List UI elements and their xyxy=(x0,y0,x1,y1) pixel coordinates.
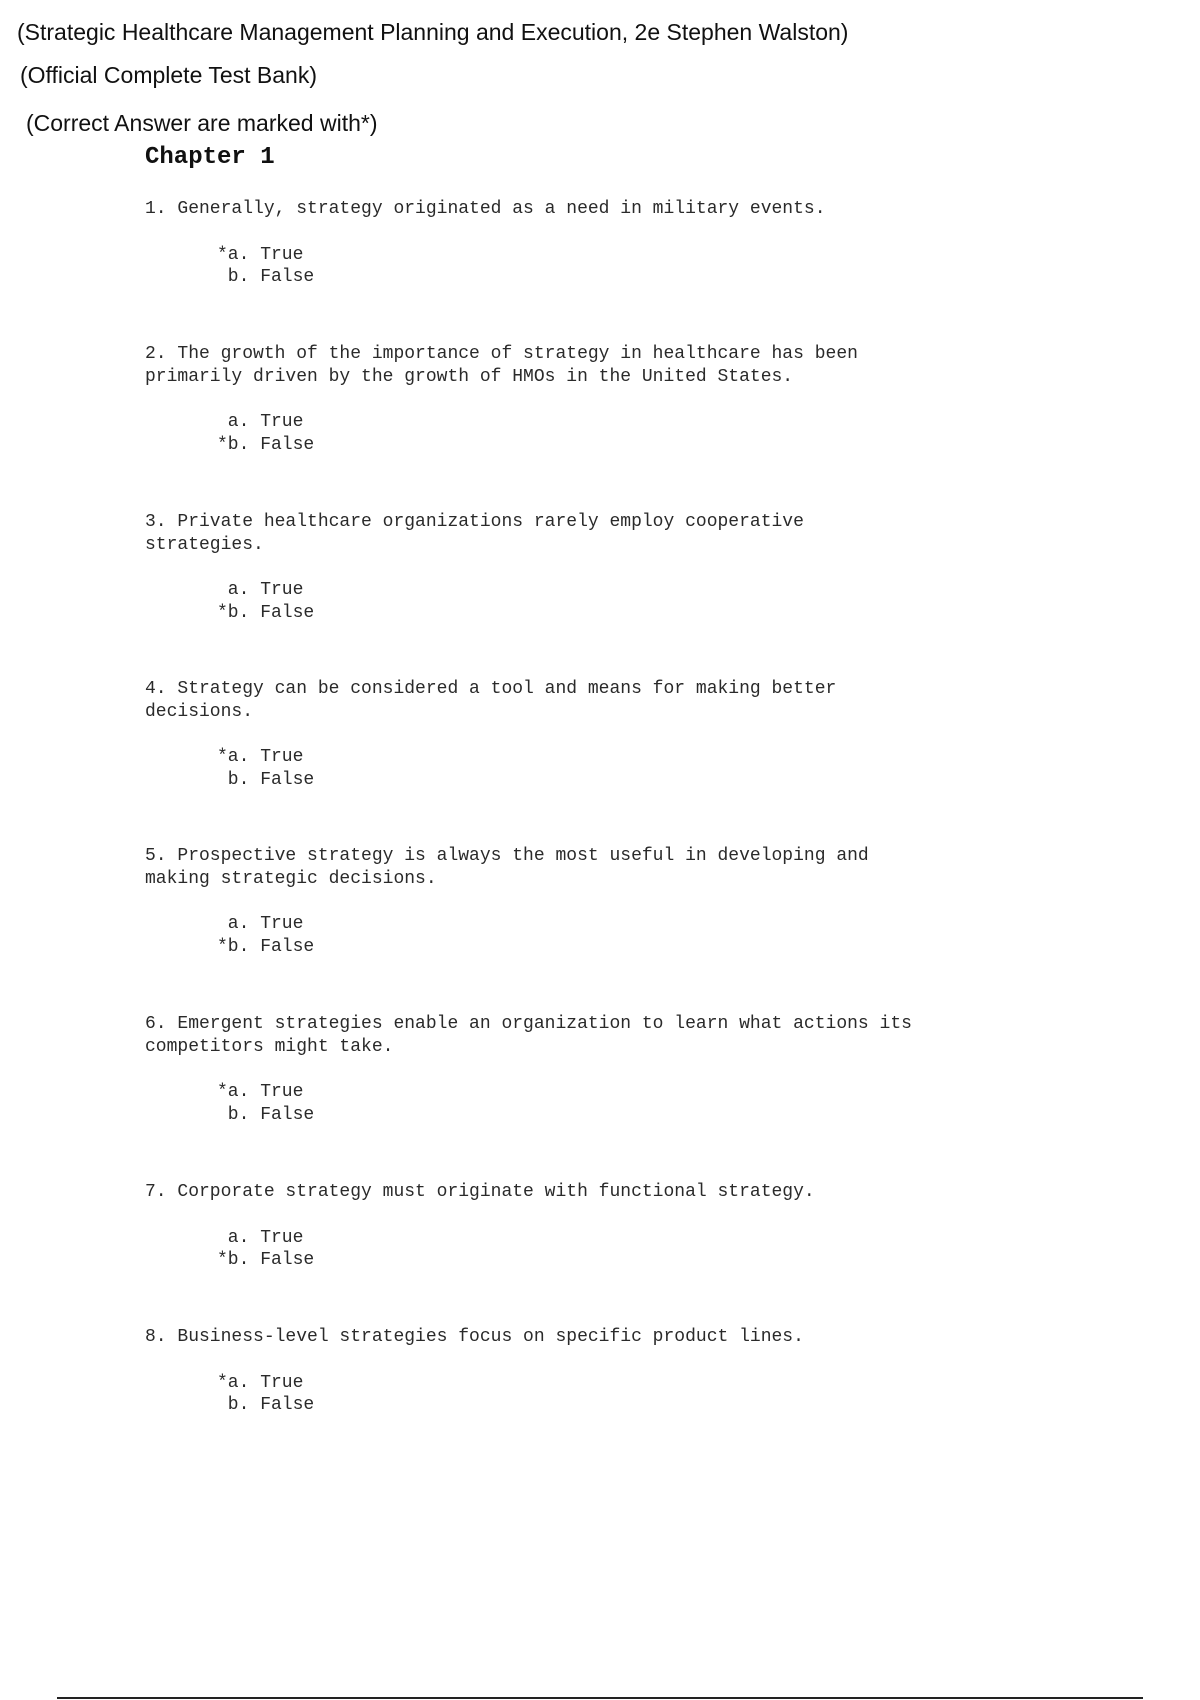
option-b: b. False xyxy=(217,769,315,790)
answer-key-note: (Correct Answer are marked with*) xyxy=(26,110,378,136)
question-1 xyxy=(145,198,1045,289)
answer-options xyxy=(217,1227,1045,1272)
document-title: (Strategic Healthcare Management Planning and Execution, 2e Stephen Walston) xyxy=(17,19,849,45)
option-a: *a. True xyxy=(217,1372,304,1393)
question-6 xyxy=(145,1013,1045,1126)
answer-options xyxy=(217,244,1045,289)
question-8 xyxy=(145,1326,1045,1417)
option-a: *a. True xyxy=(217,747,304,767)
question-2 xyxy=(145,343,1045,456)
option-b: b. False xyxy=(217,267,315,287)
answer-options xyxy=(217,579,1045,624)
option-a: *a. True xyxy=(217,1082,304,1102)
question-text: 4. Strategy can be considered a tool and means for making better decisions. xyxy=(145,679,837,722)
option-a: a. True xyxy=(217,580,304,600)
option-b: b. False xyxy=(217,1104,315,1125)
chapter-heading: Chapter 1 xyxy=(145,144,275,171)
option-b: *b. False xyxy=(217,936,315,957)
answer-options xyxy=(217,913,1045,958)
option-b: *b. False xyxy=(217,1250,315,1270)
document-subtitle: (Official Complete Test Bank) xyxy=(20,62,317,88)
option-b: *b. False xyxy=(217,602,315,623)
question-4 xyxy=(145,678,1045,791)
question-7 xyxy=(145,1181,1045,1272)
question-text: 2. The growth of the importance of strategy in healthcare has been primarily driven by the growth of HMOs in the United States. xyxy=(145,344,858,387)
answer-options xyxy=(217,1372,1045,1417)
option-b: b. False xyxy=(217,1395,315,1415)
question-text: 7. Corporate strategy must originate with functional strategy. xyxy=(145,1182,815,1202)
option-a: a. True xyxy=(217,412,304,432)
option-a: a. True xyxy=(217,914,304,934)
question-3 xyxy=(145,511,1045,624)
footer-divider xyxy=(57,1697,1143,1699)
option-a: *a. True xyxy=(217,244,304,265)
answer-options xyxy=(217,411,1045,456)
answer-options xyxy=(217,1081,1045,1126)
question-text: 6. Emergent strategies enable an organization to learn what actions its competitors might take. xyxy=(145,1014,912,1057)
option-a: a. True xyxy=(217,1227,304,1248)
question-text: 1. Generally, strategy originated as a need in military events. xyxy=(145,199,826,219)
question-5 xyxy=(145,845,1045,958)
question-text: 3. Private healthcare organizations rarely employ cooperative strategies. xyxy=(145,512,804,555)
question-text: 8. Business-level strategies focus on specific product lines. xyxy=(145,1327,804,1347)
option-b: *b. False xyxy=(217,434,315,455)
question-text: 5. Prospective strategy is always the most useful in developing and making strategic decisions. xyxy=(145,846,869,889)
answer-options xyxy=(217,746,1045,791)
